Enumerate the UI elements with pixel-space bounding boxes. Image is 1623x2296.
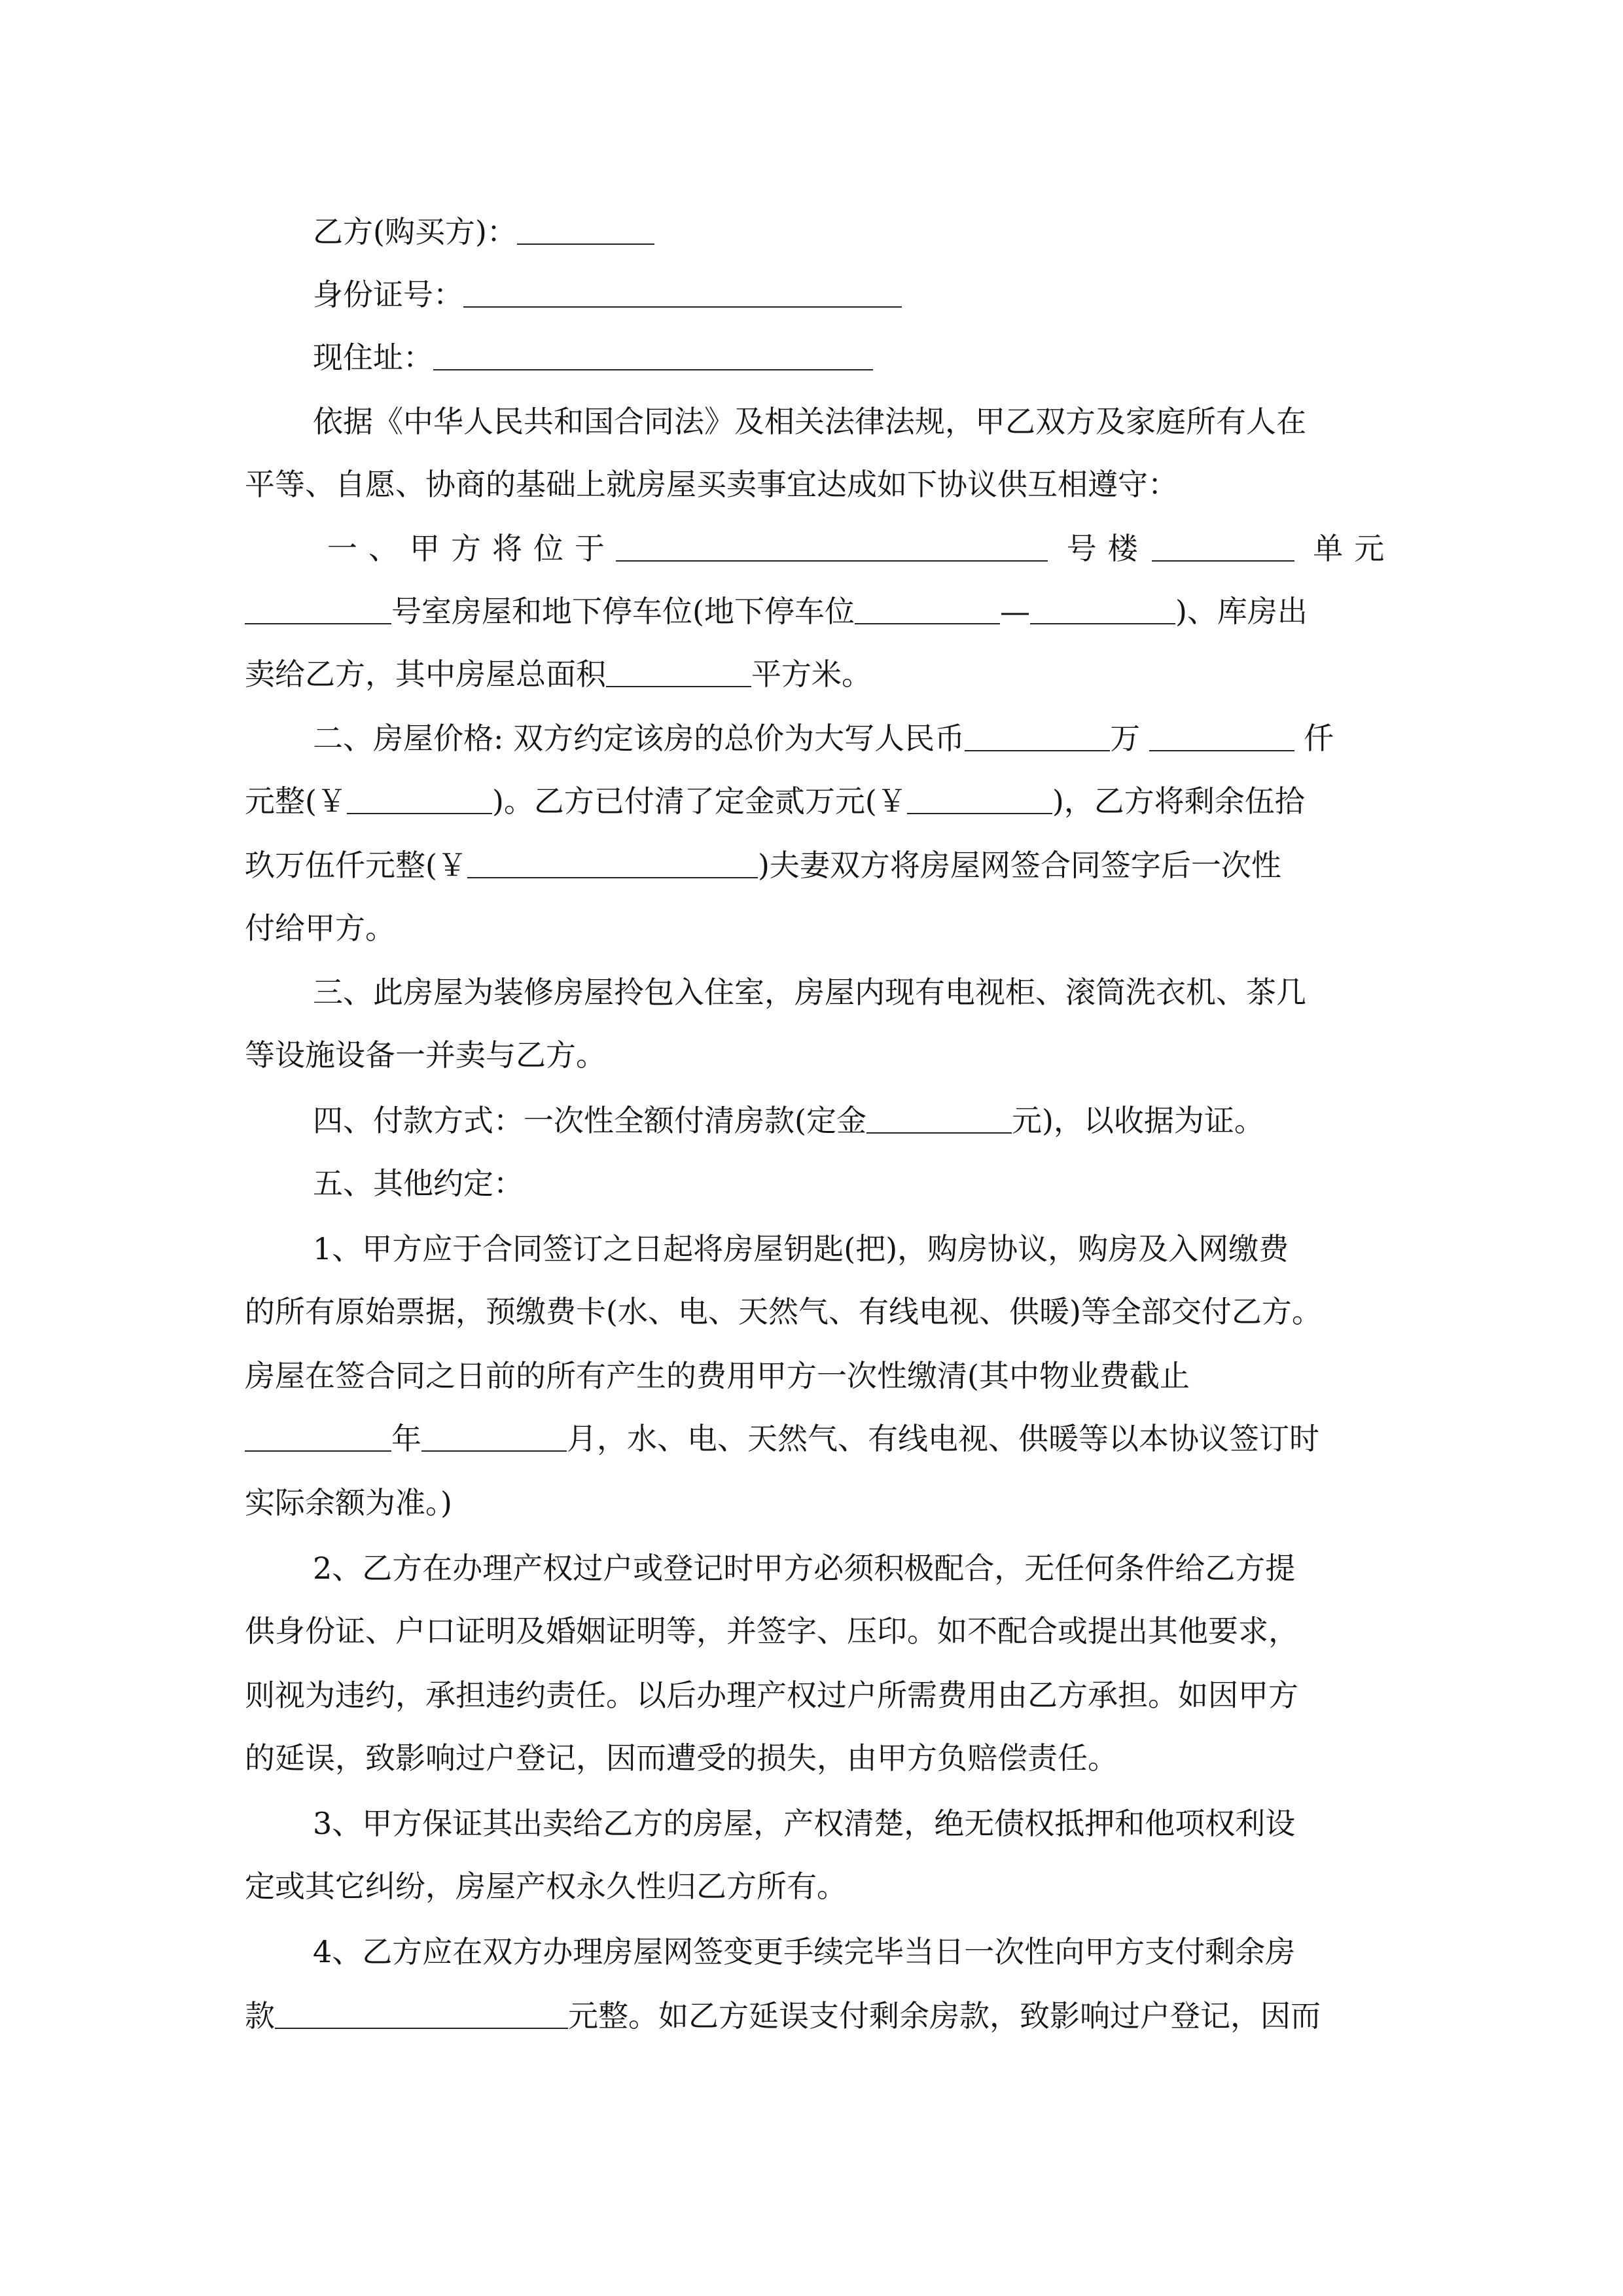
area-text: 卖给乙方，其中房屋总面积 xyxy=(245,656,606,692)
deposit-text: )。乙方已付清了定金贰万元(￥ xyxy=(491,783,907,819)
kuan-label: 款 xyxy=(245,1998,275,2034)
item-2-line-1: 2、乙方在办理产权过户或登记时甲方必须积极配合，无任何条件给乙方提 xyxy=(313,1551,1296,1586)
room-blank xyxy=(245,593,391,624)
item-1-line-4 xyxy=(245,1418,1319,1460)
intro-line-2: 平等、自愿、协商的基础上就房屋买卖事宜达成如下协议供互相遵守： xyxy=(245,467,1178,502)
clause-1-prefix: 一、甲方将位于 xyxy=(327,531,616,566)
clause-2-line-3 xyxy=(245,844,1281,886)
item-1-line-2: 的所有原始票据，预缴费卡(水、电、天然气、有线电视、供暖)等全部交付乙方。 xyxy=(245,1294,1322,1329)
address-blank xyxy=(433,339,873,370)
storage-text: )、库房出 xyxy=(1175,594,1308,629)
wan-label: 万 xyxy=(1110,721,1141,756)
parking-blank-1 xyxy=(855,593,1000,624)
building-blank xyxy=(1152,530,1294,562)
location-blank xyxy=(616,530,1048,562)
clause-1-line-2 xyxy=(245,590,1308,632)
deposit-amount-blank xyxy=(907,783,1052,814)
item-2-line-4: 的延误，致影响过户登记，因而遭受的损失，由甲方负赔偿责任。 xyxy=(245,1740,1118,1776)
item-2-line-2: 供身份证、户口证明及婚姻证明等，并签字、压印。如不配合或提出其他要求， xyxy=(245,1613,1298,1649)
month-text: 月，水、电、天然气、有线电视、供暖等以本协议签订时 xyxy=(567,1421,1319,1456)
party-b-label: 乙方(购买方)： xyxy=(313,214,517,249)
total-amount-blank xyxy=(347,783,492,814)
signing-text: )夫妻双方将房屋网签合同签字后一次性 xyxy=(757,848,1281,883)
address-line xyxy=(313,336,873,378)
address-label: 现住址： xyxy=(313,340,433,375)
id-number-line xyxy=(313,274,902,315)
clause-2-line-4: 付给甲方。 xyxy=(245,910,395,946)
item-3-line-1: 3、甲方保证其出卖给乙方的房屋，产权清楚，绝无债权抵押和他项权利设 xyxy=(313,1806,1296,1841)
item-3-line-2: 定或其它纠纷，房屋产权永久性归乙方所有。 xyxy=(245,1869,847,1904)
building-label: 号楼 xyxy=(1066,531,1149,566)
receipt-text: 元)，以收据为证。 xyxy=(1011,1103,1264,1138)
clause-3-line-2: 等设施设备一并卖与乙方。 xyxy=(245,1037,606,1073)
room-parking-text: 号室房屋和地下停车位(地下停车位 xyxy=(391,594,855,629)
item-1-line-5: 实际余额为准。) xyxy=(245,1485,452,1520)
remaining-payment-blank xyxy=(275,1998,568,2029)
remaining-amount-text: 玖万伍仟元整(￥ xyxy=(245,848,467,883)
remaining-text: )，乙方将剩余伍拾 xyxy=(1052,783,1305,819)
parking-dash: — xyxy=(999,594,1030,629)
party-b-blank xyxy=(517,213,654,245)
clause-1-line-1 xyxy=(327,528,1395,569)
month-blank xyxy=(421,1420,567,1452)
area-blank xyxy=(606,656,751,687)
deposit-blank xyxy=(866,1102,1012,1134)
clause-2-line-2 xyxy=(245,780,1305,822)
yuan-text: 元整(￥ xyxy=(245,783,347,819)
item-4-line-2 xyxy=(245,1995,1321,2037)
item-2-line-3: 则视为违约，承担违约责任。以后办理产权过户所需费用由乙方承担。如因甲方 xyxy=(245,1677,1298,1713)
item-1-line-3: 房屋在签合同之日前的所有产生的费用甲方一次性缴清(其中物业费截止 xyxy=(245,1358,1190,1393)
remaining-amount-blank xyxy=(467,847,758,878)
clause-4-line xyxy=(313,1100,1264,1141)
id-number-label: 身份证号： xyxy=(313,277,463,312)
clause-5-title: 五、其他约定： xyxy=(313,1166,524,1201)
delay-text: 元整。如乙方延误支付剩余房款，致影响过户登记，因而 xyxy=(568,1998,1321,2034)
qian-label: 仟 xyxy=(1304,721,1334,756)
price-wan-blank xyxy=(965,720,1110,751)
payment-text: 四、付款方式：一次性全额付清房款(定金 xyxy=(313,1103,866,1138)
id-number-blank xyxy=(463,276,902,308)
price-qian-blank xyxy=(1149,720,1294,751)
price-text: 二、房屋价格: 双方约定该房的总价为大写人民币 xyxy=(313,721,965,756)
clause-1-line-3 xyxy=(245,653,872,695)
year-label: 年 xyxy=(391,1421,421,1456)
parking-blank-2 xyxy=(1030,593,1175,624)
area-unit: 平方米。 xyxy=(751,656,872,692)
party-b-line xyxy=(313,211,654,253)
unit-label: 单元 xyxy=(1313,531,1396,566)
item-1-line-1: 1、甲方应于合同签订之日起将房屋钥匙(把)，购房协议，购房及入网缴费 xyxy=(313,1231,1289,1266)
item-4-line-1: 4、乙方应在双方办理房屋网签变更手续完毕当日一次性向甲方支付剩余房 xyxy=(313,1934,1296,1969)
intro-line-1: 依据《中华人民共和国合同法》及相关法律法规，甲乙双方及家庭所有人在 xyxy=(313,404,1306,439)
clause-2-line-1 xyxy=(313,717,1334,759)
clause-3-line-1: 三、此房屋为装修房屋拎包入住室，房屋内现有电视柜、滚筒洗衣机、茶几 xyxy=(313,975,1306,1010)
year-blank xyxy=(245,1420,391,1452)
